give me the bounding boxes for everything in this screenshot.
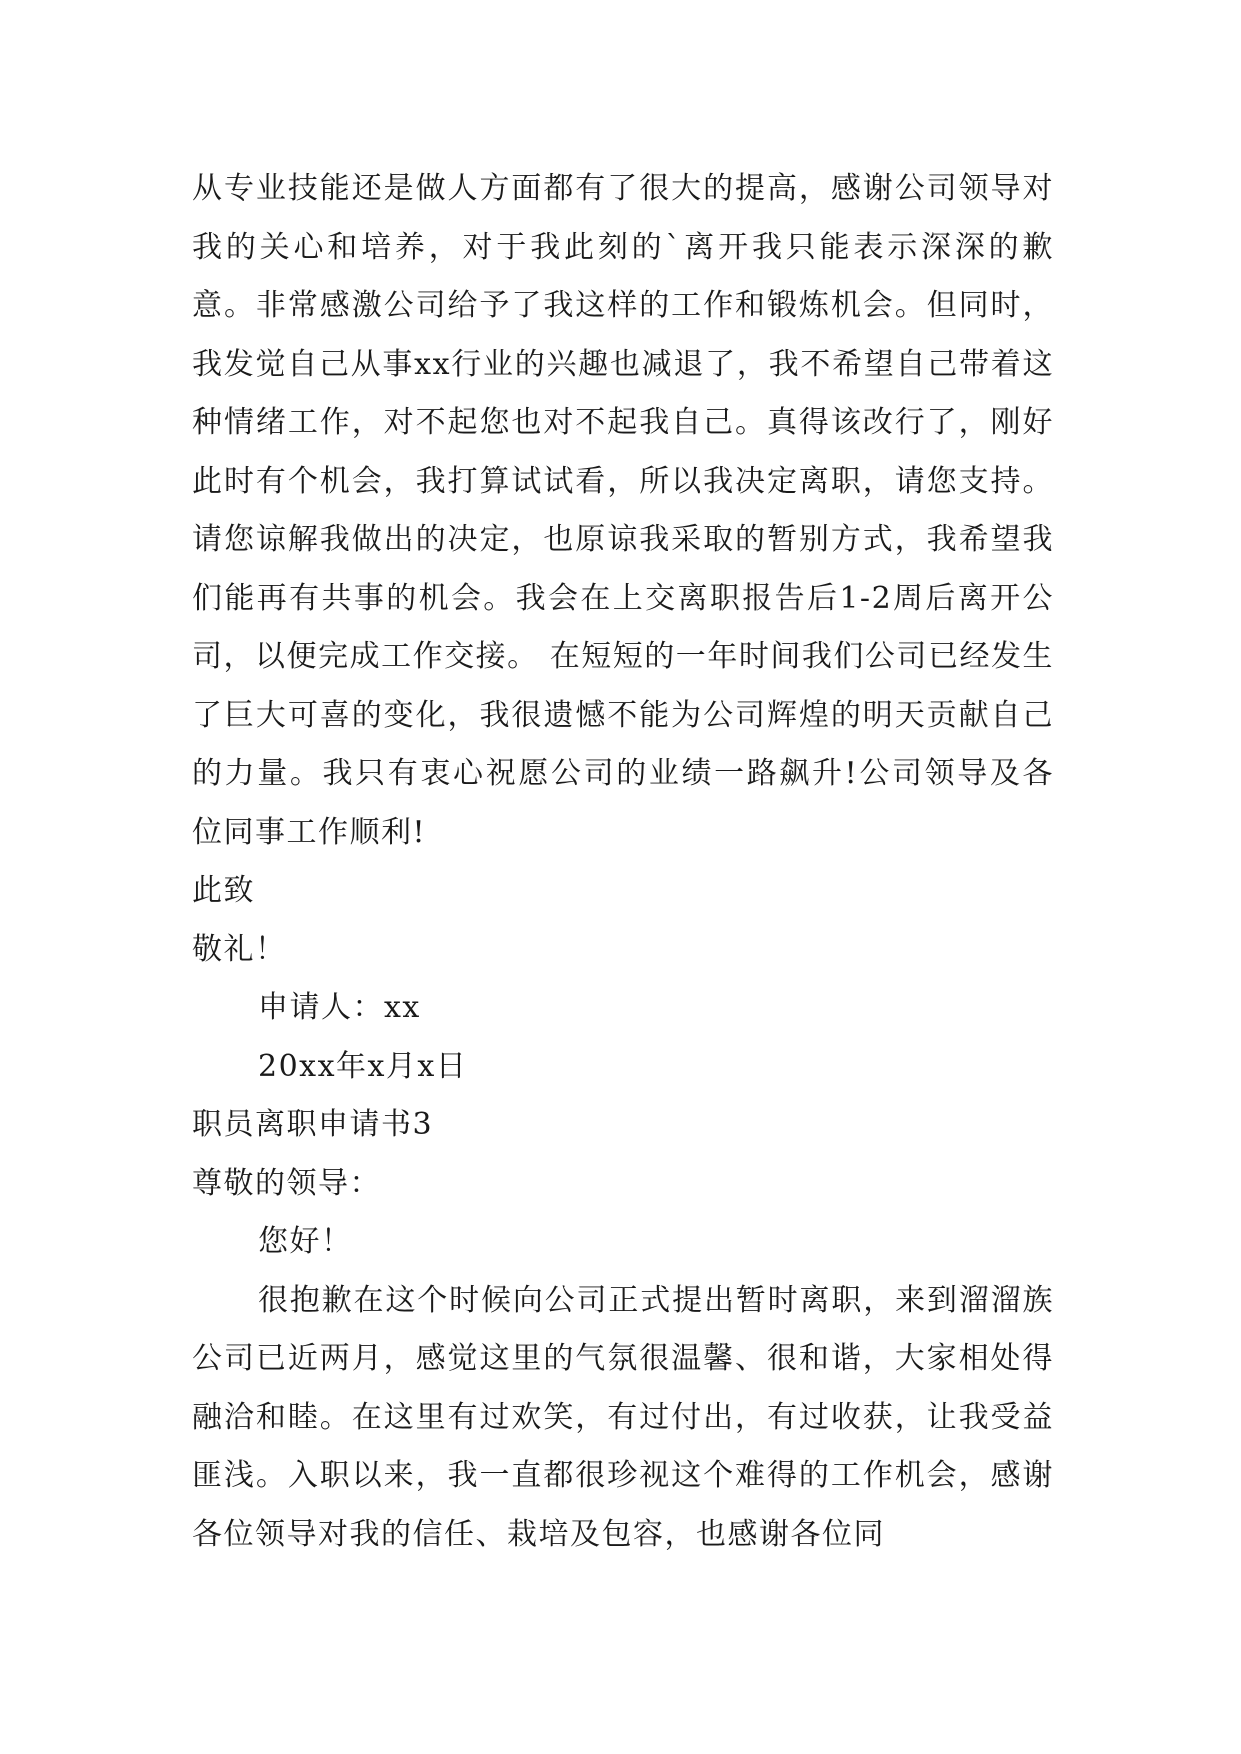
salutation: 尊敬的领导：: [192, 1165, 381, 1201]
closing-line: 此致: [192, 873, 255, 908]
date-line: 20xx年x月x日: [258, 1048, 468, 1084]
applicant-line: 申请人：xx: [258, 990, 421, 1025]
closing-salute: 敬礼！: [192, 931, 287, 967]
document-body: [192, 160, 1054, 1564]
greeting: 您好！: [258, 1224, 353, 1259]
letter-body-paragraph-2: 很抱歉在这个时候向公司正式提出暂时离职，来到溜溜族公司已近两月，感觉这里的气氛很温馨、很和谐，大家相处得融洽和睦。在这里有过欢笑，有过付出，有过收获，让我受益匪浅。入职以来，我一直都很珍视这个难得的工作机会，感谢各位领导对我的信任、栽培及包容，也感谢各位同: [192, 1282, 1054, 1552]
section-title: 职员离职申请书3: [192, 1107, 434, 1142]
letter-body-paragraph: 从专业技能还是做人方面都有了很大的提高，感谢公司领导对我的关心和培养，对于我此刻的`离开我只能表示深深的歉意。非常感激公司给予了我这样的工作和锻炼机会。但同时，我发觉自己从事xx行业的兴趣也减退了，我不希望自己带着这种情绪工作，对不起您也对不起我自己。真得该改行了，刚好此时有个机会，我打算试试看，所以我决定离职，请您支持。 请您谅解我做出的决定，也原谅我采取的暂别方式，我希望我们能再有共事的机会。我会在上交离职报告后1-2周后离开公司，以便完成工作交接。 在短短的一年时间我们公司已经发生了巨大可喜的变化，我很遗憾不能为公司辉煌的明天贡献自己的力量。我只有衷心祝愿公司的业绩一路飙升!公司领导及各位同事工作顺利!: [192, 171, 1054, 850]
